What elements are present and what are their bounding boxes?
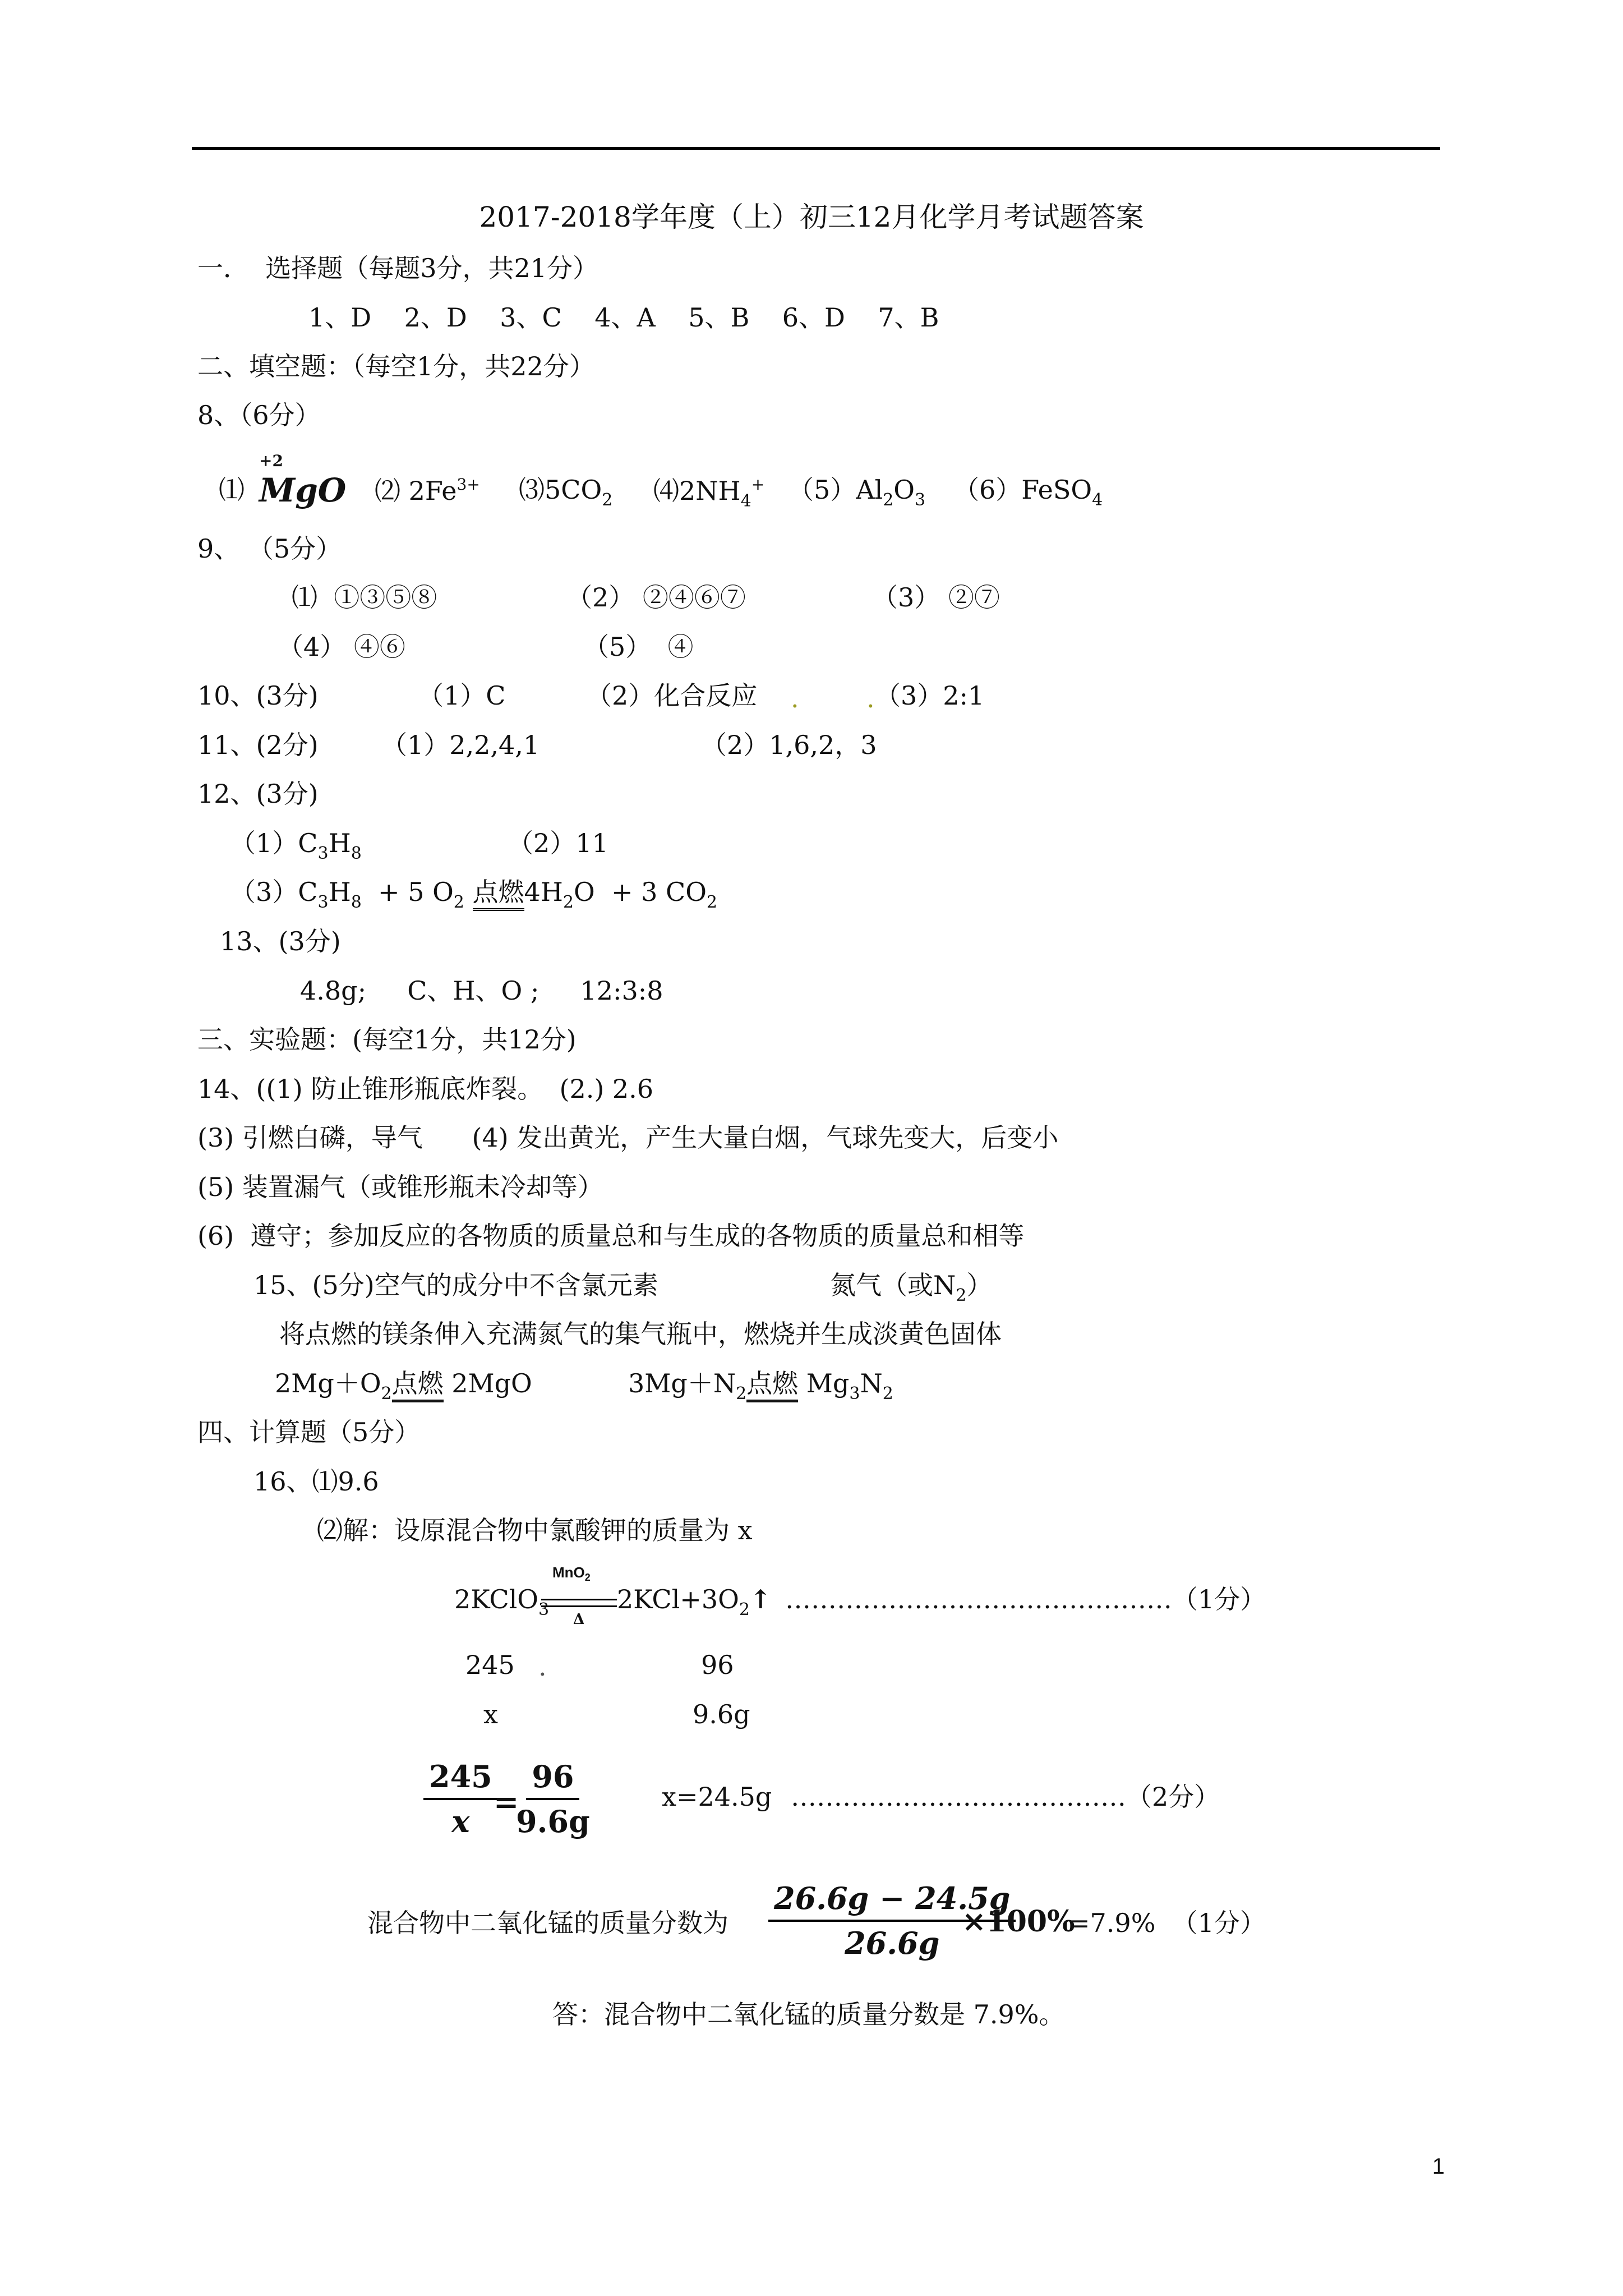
q8-item-3: $⑶5CO_2$ bbox=[519, 475, 613, 510]
q14-line-4: (6) 遵守；参加反应的各物质的质量总和与生成的各物质的质量总和相等 bbox=[197, 1221, 1025, 1251]
page-number: 1 bbox=[1432, 2154, 1445, 2179]
stray-dot: . bbox=[538, 1651, 547, 1682]
q12-answer-2: （2）11 bbox=[508, 828, 608, 858]
final-answer: 答：混合物中二氧化锰的质量分数是 7.9%。 bbox=[552, 1999, 1065, 2030]
q10-answer-3: （3）2:1 bbox=[875, 680, 985, 711]
q14-line-3: (5) 装置漏气（或锥形瓶未冷却等） bbox=[197, 1172, 603, 1202]
q8-label: 8、（6分） bbox=[197, 400, 321, 430]
mass-o2: 9.6g bbox=[693, 1699, 750, 1729]
percent-result: =7.9% （1分） bbox=[1068, 1908, 1266, 1938]
eq-products: $2KCl+3O_2↑$ bbox=[617, 1584, 772, 1619]
q15-equation-2: $3Mg+N_2$点燃 $Mg_3N_2$ bbox=[628, 1368, 893, 1404]
mgo-formula: MgO bbox=[259, 471, 347, 509]
mno2-fraction-label: 混合物中二氧化锰的质量分数为 bbox=[367, 1908, 728, 1938]
q14-line-1: 14、((1) 防止锥形瓶底炸裂。 (2.) 2.6 bbox=[197, 1074, 654, 1104]
ratio-mass-o2: 96 bbox=[701, 1650, 734, 1680]
q9-answer-5: （5） ④ bbox=[583, 632, 694, 662]
unknown-x: x bbox=[483, 1699, 498, 1729]
q11-label: 11、(2分) bbox=[197, 730, 319, 760]
q9-answer-4: （4） ④⑥ bbox=[278, 632, 405, 662]
q16-part-2: ⑵解：设原混合物中氯酸钾的质量为 x bbox=[317, 1515, 753, 1545]
score-leader-1: ………………………………………（1分） bbox=[785, 1584, 1266, 1614]
section-1-answers: 1、D 2、D 3、C 4、A 5、B 6、D 7、B bbox=[308, 302, 939, 333]
q13-label: 13、(3分) bbox=[220, 926, 341, 956]
q8-item-5: $(5)Al_2O_3$ bbox=[788, 475, 926, 510]
q11-answer-1: （1）2,2,4,1 bbox=[381, 730, 540, 760]
q8-item-4: $⑷2NH_4^+$ bbox=[653, 475, 765, 511]
equals-sign: = bbox=[494, 1784, 519, 1820]
section-3-heading: 三、实验题：(每空1分，共12分) bbox=[197, 1024, 577, 1055]
q8-item-2: ⑵ $2Fe^{3+}$ bbox=[375, 475, 480, 506]
q15-equation-1: $2Mg+O_2$点燃 2MgO bbox=[275, 1368, 532, 1404]
q9-answer-3: （3） ②⑦ bbox=[872, 582, 1000, 613]
section-4-heading: 四、计算题（5分） bbox=[197, 1417, 421, 1447]
q16-part-1: 16、⑴9.6 bbox=[253, 1466, 379, 1497]
q9-label: 9、 （5分） bbox=[197, 533, 342, 564]
q14-line-2: (3) 引燃白磷，导气 (4) 发出黄光，产生大量白烟，气球先变大，后变小 bbox=[197, 1122, 1059, 1153]
q12-label: 12、(3分) bbox=[197, 779, 319, 809]
q15-line-2: 将点燃的镁条伸入充满氮气的集气瓶中，燃烧并生成淡黄色固体 bbox=[279, 1319, 1002, 1349]
page-title: 2017-2018学年度（上）初三12月化学月考试题答案 bbox=[479, 201, 1144, 233]
x-result: x=24.5g bbox=[662, 1782, 772, 1812]
q9-answer-1: ⑴ ①③⑤⑧ bbox=[292, 582, 437, 613]
fraction-mno2-mass: $\frac{26.6g - 24.5g}{26.6g}$ bbox=[768, 1880, 1016, 1961]
q15-answer: 氮气（或$N_2$） bbox=[830, 1270, 993, 1305]
q8-item-6: （6）FeSO$_4$ bbox=[953, 475, 1103, 510]
stray-dot: . bbox=[866, 683, 875, 714]
q10-label: 10、(3分) bbox=[197, 680, 319, 711]
score-leader-2: …………………………………（2分） bbox=[791, 1782, 1220, 1812]
mgo-valence: +2 bbox=[259, 452, 283, 470]
q13-answers: 4.8g; C、H、O ; 12:3:8 bbox=[300, 976, 663, 1006]
header-rule bbox=[192, 147, 1440, 150]
section-2-heading: 二、填空题：（每空1分，共22分） bbox=[197, 351, 595, 381]
stray-dot: . bbox=[791, 683, 799, 714]
q10-answer-2: （2）化合反应 bbox=[586, 680, 758, 711]
section-1-heading: 一． 选择题（每题3分，共21分） bbox=[197, 253, 599, 283]
eq-heat-symbol: Δ bbox=[573, 1611, 585, 1628]
q12-answer-3: $(3)C_3H_8 + 5$ $O_2$ 点燃$4H_2O + 3$ $CO_2$ bbox=[230, 877, 718, 912]
eq-catalyst: MnO$_2$ bbox=[552, 1564, 591, 1583]
q8-item-1: ⑴ bbox=[219, 475, 245, 505]
q9-answer-2: （2） ②④⑥⑦ bbox=[566, 582, 746, 613]
eq-reactant: 2KClO$_3$ bbox=[454, 1584, 550, 1619]
q11-answer-2: （2）1,6,2，3 bbox=[701, 730, 877, 760]
q15-label: 15、(5分)空气的成分中不含氯元素 bbox=[253, 1270, 658, 1300]
eq-reaction-sign bbox=[541, 1599, 617, 1607]
fraction-245-over-x: $\frac{245}{x}$ bbox=[423, 1759, 498, 1839]
times-100-percent: ×100% bbox=[962, 1904, 1075, 1939]
q10-answer-1: （1）C bbox=[418, 680, 506, 711]
fraction-96-over-9.6g: $\frac{96}{9.6g}$ bbox=[516, 1759, 590, 1839]
ratio-mass-kclo3: 245 bbox=[465, 1650, 515, 1680]
q12-answer-1: $(1)C_3H_8$ bbox=[230, 828, 362, 863]
